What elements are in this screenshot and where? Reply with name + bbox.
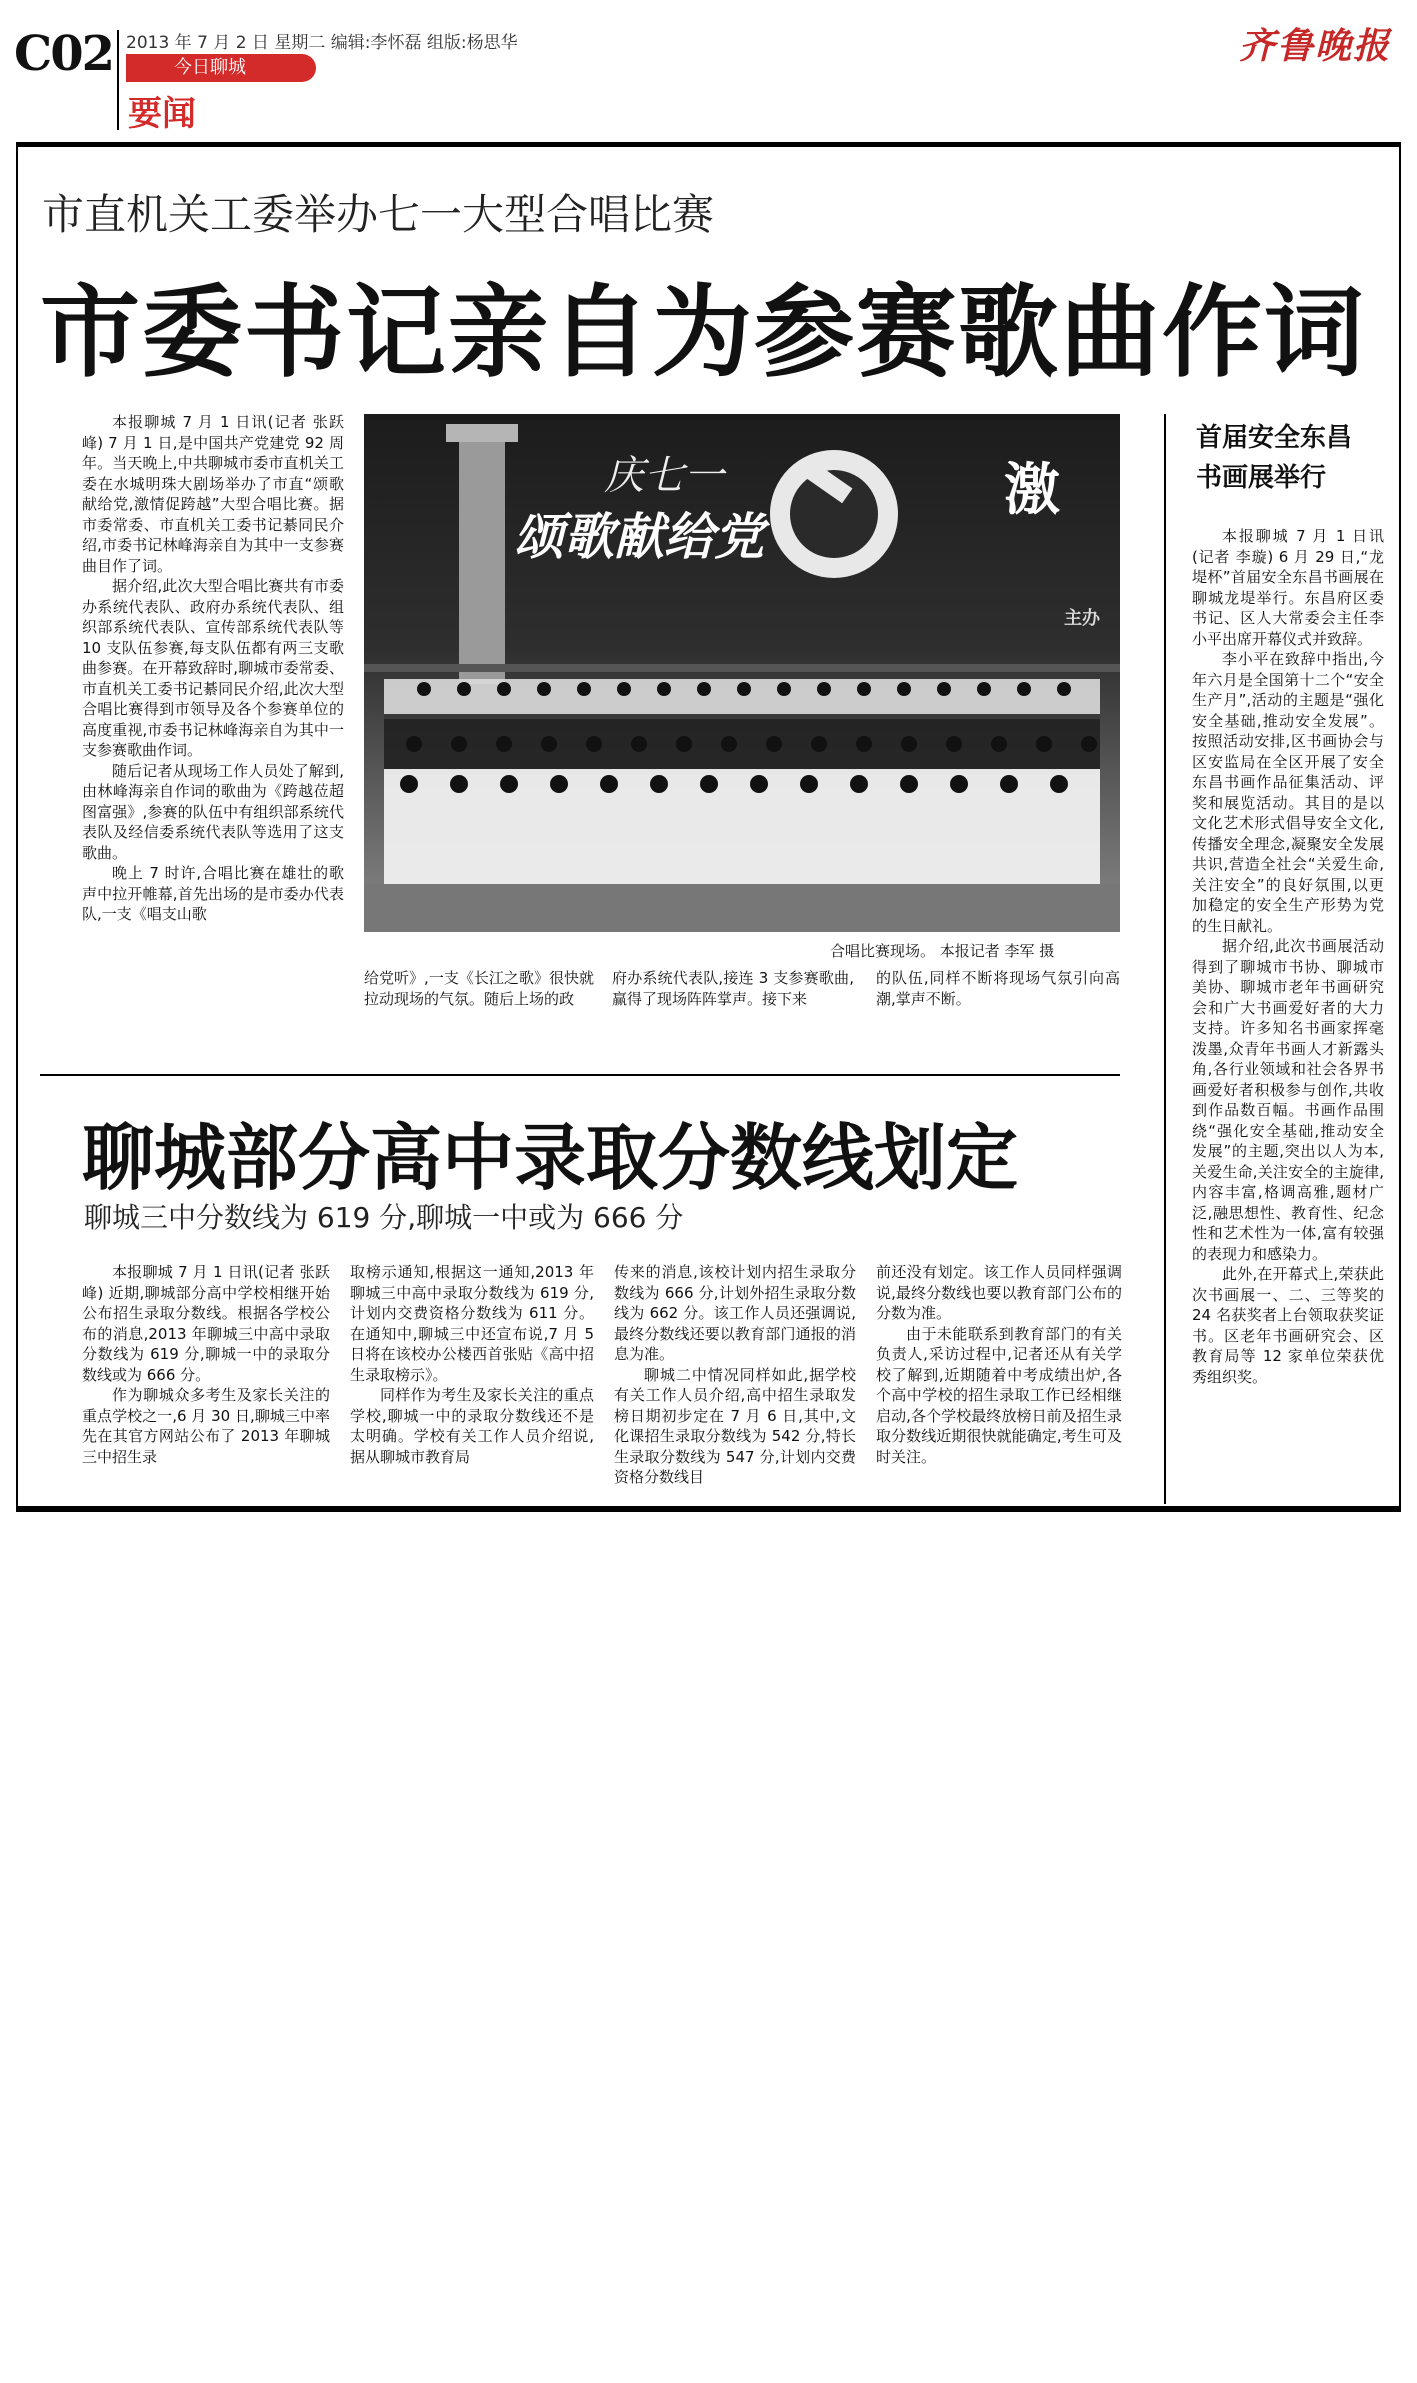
story-divider xyxy=(40,1074,1120,1076)
banner-text-line2: 颂歌献给党 xyxy=(514,507,764,566)
story1-paragraph: 随后记者从现场工作人员处了解到,由林峰海亲自作词的歌曲为《跨越莅超图富强》,参赛的队伍中有组织部系统代表队及经信委系统代表队等选用了这支歌曲。 xyxy=(82,761,344,862)
story2-paragraph: 前还没有划定。该工作人员同样强调说,最终分数线也要以教育部门公布的分数为准。 xyxy=(876,1263,1122,1322)
story1-paragraph: 给党听》,一支《长江之歌》很快就拉动现场的气氛。随后上场的政 xyxy=(364,969,594,1008)
photo-caption: 合唱比赛现场。 本报记者 李军 摄 xyxy=(830,942,1055,960)
choir-photo xyxy=(364,414,1120,932)
bottom-rule xyxy=(16,1506,1401,1511)
section-bar: 今日聊城 xyxy=(126,54,316,82)
story1-column-2 xyxy=(364,968,594,1009)
choir-photo-illustration xyxy=(364,414,1120,932)
side-column-rule xyxy=(1164,414,1166,1504)
story2-paragraph: 取榜示通知,根据这一通知,2013 年聊城三中高中录取分数线为 619 分,计划内交费资格分数线为 611 分。在通知中,聊城三中还宣布说,7 月 5 日将在该校办公楼西首张贴《高中招生录取榜示》。 xyxy=(350,1263,594,1384)
story2-paragraph: 由于未能联系到教育部门的有关负责人,采访过程中,记者还从有关学校了解到,近期随着中考成绩出炉,各个高中学校的招生录取工作已经相继启动,各个学校最终放榜日前及招生录取分数线近期很快就能确定,考生可及时关注。 xyxy=(876,1324,1122,1466)
story1-paragraph: 据介绍,此次大型合唱比赛共有市委办系统代表队、政府办系统代表队、组织部系统代表队、宣传部系统代表队等 10 支队伍参赛,每支队伍都有两三支歌曲参赛。在开幕致辞时,聊城市委常委、市直机关工委书记綦同民介绍,此次大型合唱比赛得到市领导及各个参赛单位的高度重视,市委书记林峰海亲自为其中一支参赛歌曲作词。 xyxy=(82,577,344,759)
story1-column-1 xyxy=(82,412,344,925)
story2-column-3 xyxy=(614,1262,856,1488)
side-paragraph: 李小平在致辞中指出,今年六月是全国第十二个“安全生产月”,活动的主题是“强化安全基础,推动安全发展”。按照活动安排,区书画协会与区安监局在全区开展了安全东昌书画作品征集活动、评奖和展览活动。其目的是以文化艺术形式倡导安全文化,传播安全理念,凝聚安全发展共识,营造全社会“关爱生命,关注安全”的良好氛围,以更加稳定的安全生产形势为党的生日献礼。 xyxy=(1192,650,1384,935)
story1-column-3 xyxy=(612,968,854,1009)
side-title-line2: 书画展举行 xyxy=(1196,463,1327,493)
side-paragraph: 本报聊城 7 月 1 日讯(记者 李璇) 6 月 29 日,“龙堤杯”首届安全东昌书画展在聊城龙堤举行。东昌府区委书记、区人大常委会主任李小平出席开幕仪式并致辞。 xyxy=(1192,527,1384,648)
story2-paragraph: 传来的消息,该校计划内招生录取分数线为 666 分,计划外招生录取分数线为 662 分。该工作人员还强调说,最终分数线还要以教育部门通报的消息为准。 xyxy=(614,1263,856,1363)
story1-paragraph: 府办系统代表队,接连 3 支参赛歌曲,赢得了现场阵阵掌声。接下来 xyxy=(612,969,854,1008)
story1-column-4 xyxy=(876,968,1120,1009)
story2-column-4 xyxy=(876,1262,1122,1467)
story1-paragraph: 的队伍,同样不断将现场气氛引向高潮,掌声不断。 xyxy=(876,969,1120,1008)
story2-paragraph: 作为聊城众多考生及家长关注的重点学校之一,6 月 30 日,聊城三中率先在其官方网站公布了 2013 年聊城三中招生录 xyxy=(82,1386,330,1466)
side-title-line1: 首届安全东昌 xyxy=(1196,423,1353,453)
banner-text-right: 激 xyxy=(1004,457,1060,523)
story1-headline: 市委书记亲自为参赛歌曲作词 xyxy=(40,274,1366,391)
banner-text-line1: 庆七一 xyxy=(604,453,724,499)
section-title: 要闻 xyxy=(128,94,196,134)
story2-column-1 xyxy=(82,1262,330,1467)
side-story-body xyxy=(1192,526,1384,1387)
date-line: 2013 年 7 月 2 日 星期二 编辑:李怀磊 组版:杨思华 xyxy=(126,33,518,53)
story2-subhead: 聊城三中分数线为 619 分,聊城一中或为 666 分 xyxy=(84,1201,684,1234)
story2-paragraph: 同样作为考生及家长关注的重点学校,聊城一中的录取分数线还不是太明确。学校有关工作人员介绍说,据从聊城市教育局 xyxy=(350,1386,594,1466)
side-story-title xyxy=(1196,418,1352,498)
newspaper-brand-logo: 齐鲁晚报 xyxy=(1238,25,1391,67)
side-paragraph: 此外,在开幕式上,荣获此次书画展一、二、三等奖的 24 名获奖者上台领取获奖证书。区老年书画研究会、区教育局等 12 家单位荣获优秀组织奖。 xyxy=(1192,1265,1384,1386)
story2-paragraph: 本报聊城 7 月 1 日讯(记者 张跃峰) 近期,聊城部分高中学校相继开始公布招生录取分数线。根据各学校公布的消息,2013 年聊城三中高中录取分数线为 619 分,聊城一中的录取分数线或为 666 分。 xyxy=(82,1263,330,1384)
banner-host: 主办 xyxy=(1064,608,1100,629)
side-paragraph: 据介绍,此次书画展活动得到了聊城市书协、聊城市美协、聊城市老年书画研究会和广大书画爱好者的大力支持。许多知名书画家挥毫泼墨,众青年书画人才新露头角,各行业领域和社会各界书画爱好者积极参与创作,共收到作品数百幅。书画作品围绕“强化安全基础,推动安全发展”的主题,突出以人为本,关爱生命,关注安全的主旋律,内容丰富,格调高雅,题材广泛,融思想性、教育性、纪念性和艺术性为一体,富有较强的表现力和感染力。 xyxy=(1192,937,1384,1263)
story2-paragraph: 聊城二中情况同样如此,据学校有关工作人员介绍,高中招生录取发榜日期初步定在 7 月 6 日,其中,文化课招生录取分数线为 542 分,特长生录取分数线为 547 分,计划内交费资格分数线目 xyxy=(614,1365,856,1486)
top-rule xyxy=(16,142,1401,147)
header-divider xyxy=(117,30,119,130)
story1-paragraph: 本报聊城 7 月 1 日讯(记者 张跃峰) 7 月 1 日,是中国共产党建党 92 周年。当天晚上,中共聊城市委市直机关工委在水城明珠大剧场举办了市直“颂歌献给党,激情促跨越”大型合唱比赛。据市委常委、市直机关工委书记綦同民介绍,市委书记林峰海亲自为其中一支参赛曲目作了词。 xyxy=(82,413,344,575)
page-number: C02 xyxy=(14,26,113,82)
story2-column-2 xyxy=(350,1262,594,1467)
story1-kicker: 市直机关工委举办七一大型合唱比赛 xyxy=(42,190,715,239)
story1-paragraph: 晚上 7 时许,合唱比赛在雄壮的歌声中拉开帷幕,首先出场的是市委办代表队,一支《唱支山歌 xyxy=(82,864,344,923)
story2-headline: 聊城部分高中录取分数线划定 xyxy=(82,1116,1019,1200)
